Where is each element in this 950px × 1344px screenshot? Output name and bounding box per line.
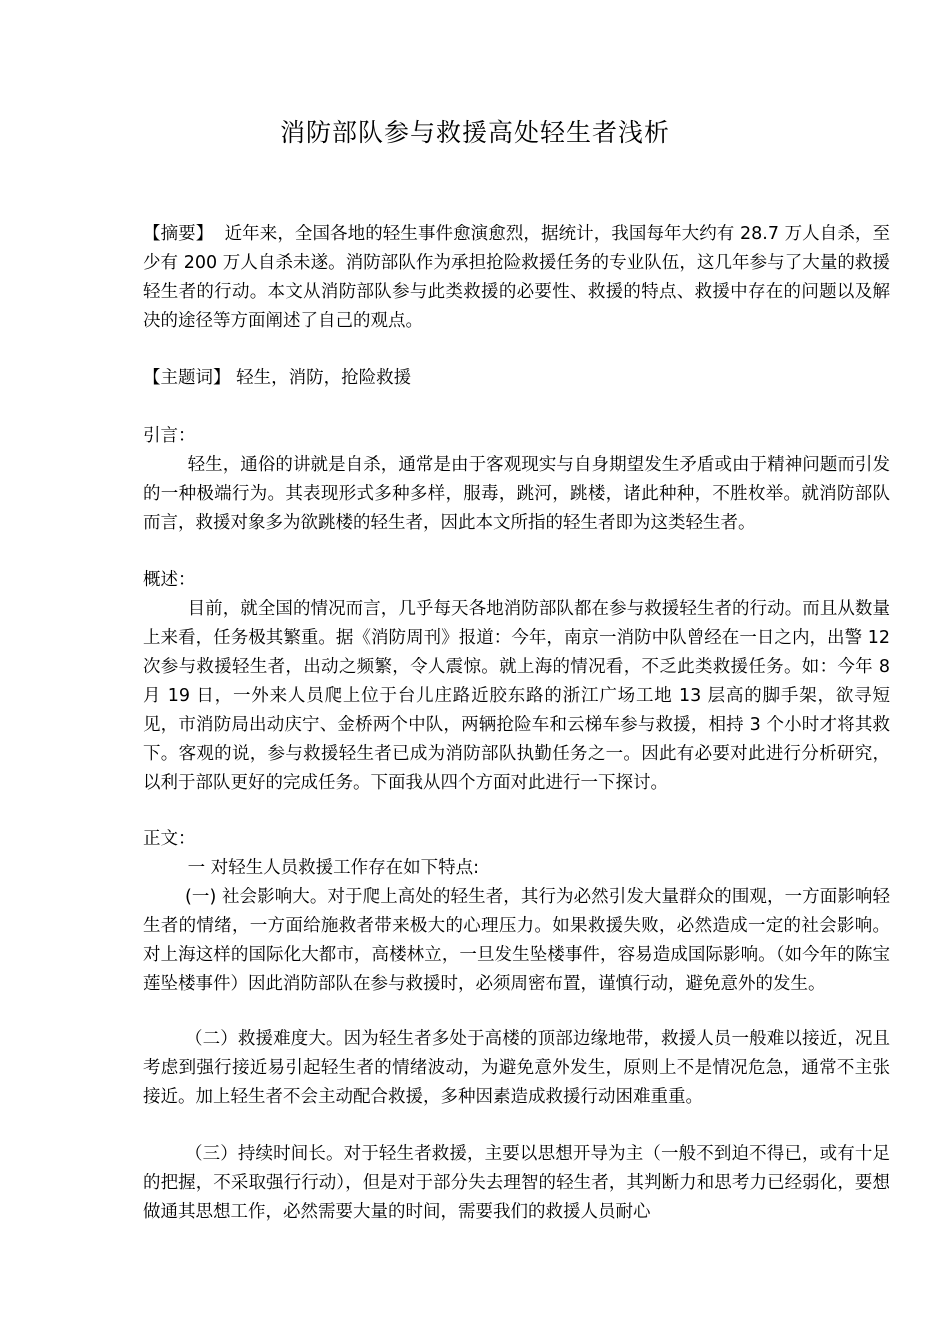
intro-paragraph: 轻生，通俗的讲就是自杀，通常是由于客观现实与自身期望发生矛盾或由于精神问题而引发的一种极端行为。其表现形式多种多样，服毒，跳河，跳楼，诸此种种，不胜枚举。就消防部队而言，救援对象多为欲跳楼的轻生者，因此本文所指的轻生者即为这类轻生者。 xyxy=(143,455,890,533)
overview-heading: 概述： xyxy=(143,570,196,590)
abstract-label: 【摘要】 xyxy=(143,224,214,244)
abstract-text: 近年来，全国各地的轻生事件愈演愈烈，据统计，我国每年大约有 28.7 万人自杀，至少有 200 万人自杀未遂。消防部队作为承担抢险救援任务的专业队伍，这几年参与了大量的救援轻生者的行动。本文从消防部队参与此类救援的必要性、救援的特点、救援中存在的问题以及解决的途径等方面阐述了自己的观点。 xyxy=(143,224,890,331)
keywords-text: 轻生，消防，抢险救援 xyxy=(236,368,412,388)
intro-heading: 引言： xyxy=(143,426,196,446)
page-title: 消防部队参与救援高处轻生者浅析 xyxy=(279,118,670,147)
abstract-paragraph xyxy=(143,220,890,336)
keywords-label: 【主题词】 xyxy=(143,368,231,388)
point-2-paragraph: （二）救援难度大。因为轻生者多处于高楼的顶部边缘地带，救援人员一般难以接近，况且考虑到强行接近易引起轻生者的情绪波动，为避免意外发生，原则上不是情况危急，通常不主张接近。加上轻生者不会主动配合救援，多种因素造成救援行动困难重重。 xyxy=(143,1029,890,1107)
section-1-heading: 一 对轻生人员救援工作存在如下特点: xyxy=(187,858,480,878)
overview-paragraph: 目前，就全国的情况而言，几乎每天各地消防部队都在参与救援轻生者的行动。而且从数量上来看，任务极其繁重。据《消防周刊》报道：今年，南京一消防中队曾经在一日之内，出警 12 次参与救援轻生者，出动之频繁，令人震惊。就上海的情况看，不乏此类救援任务。如：今年 8 月 19 日，一外来人员爬上位于台儿庄路近胶东路的浙江广场工地 13 层高的脚手架，欲寻短见，市消防局出动庆宁、金桥两个中队，两辆抢险车和云梯车参与救援，相持 3 个小时才将其救下。客观的说，参与救援轻生者已成为消防部队执勤任务之一。因此有必要对此进行分析研究，以利于部队更好的完成任务。下面我从四个方面对此进行一下探讨。 xyxy=(143,599,890,793)
point-3-paragraph: （三）持续时间长。对于轻生者救援，主要以思想开导为主（一般不到迫不得已，或有十足的把握，不采取强行行动），但是对于部分失去理智的轻生者，其判断力和思考力已经弱化，要想做通其思想工作，必然需要大量的时间，需要我们的救援人员耐心 xyxy=(143,1144,890,1222)
main-heading: 正文： xyxy=(143,829,196,849)
keywords-paragraph xyxy=(143,364,890,393)
point-1-paragraph: (一) 社会影响大。对于爬上高处的轻生者，其行为必然引发大量群众的围观，一方面影响轻生者的情绪，一方面给施救者带来极大的心理压力。如果救援失败，必然造成一定的社会影响。对上海这样的国际化大都市，高楼林立，一旦发生坠楼事件，容易造成国际影响。（如今年的陈宝莲坠楼事件）因此消防部队在参与救援时，必须周密布置，谨慎行动，避免意外的发生。 xyxy=(143,887,890,994)
